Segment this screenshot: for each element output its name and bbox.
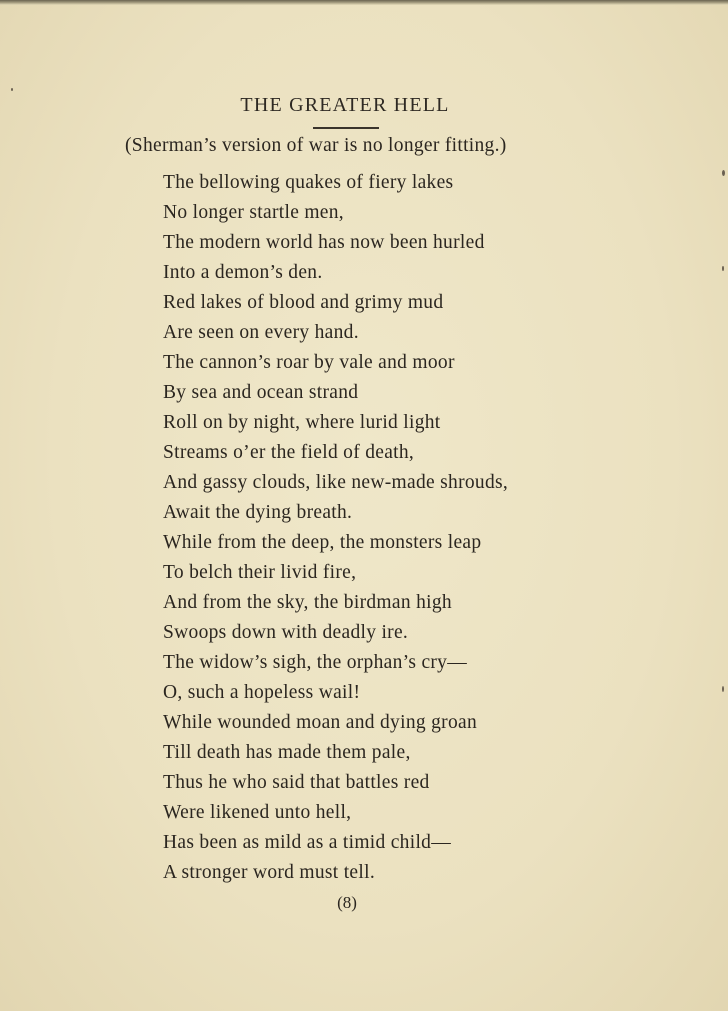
verse-line: Red lakes of blood and grimy mud xyxy=(163,292,444,313)
paper-speck xyxy=(722,266,724,271)
verse-line: No longer startle men, xyxy=(163,202,344,223)
verse-line: The bellowing quakes of fiery lakes xyxy=(163,172,454,193)
verse-line: Thus he who said that battles red xyxy=(163,772,430,793)
verse-line: While from the deep, the monsters leap xyxy=(163,532,482,553)
verse-line: While wounded moan and dying groan xyxy=(163,712,478,733)
verse-line: Await the dying breath. xyxy=(163,502,353,523)
verse-line: By sea and ocean strand xyxy=(163,382,359,403)
page-number: (8) xyxy=(337,893,357,912)
paper-speck xyxy=(722,170,725,176)
verse-line: Swoops down with deadly ire. xyxy=(163,622,409,643)
verse-line: Were likened unto hell, xyxy=(163,802,352,823)
poem-subtitle: (Sherman’s version of war is no longer fitting.) xyxy=(125,135,507,156)
poem-verse xyxy=(163,168,508,888)
verse-line: The modern world has now been hurled xyxy=(163,232,485,253)
page-top-edge xyxy=(0,0,728,5)
verse-line: Till death has made them pale, xyxy=(163,742,411,763)
verse-line: O, such a hopeless wail! xyxy=(163,682,361,703)
verse-line: Streams o’er the field of death, xyxy=(163,442,415,463)
poem-title: THE GREATER HELL xyxy=(240,94,450,116)
verse-line: Are seen on every hand. xyxy=(163,322,359,343)
verse-line: And from the sky, the birdman high xyxy=(163,592,452,613)
verse-line: A stronger word must tell. xyxy=(163,862,375,883)
verse-line: And gassy clouds, like new-made shrouds, xyxy=(163,472,509,493)
verse-line: The cannon’s roar by vale and moor xyxy=(163,352,455,373)
paper-speck xyxy=(11,88,13,91)
verse-line: Roll on by night, where lurid light xyxy=(163,412,441,433)
verse-line: Into a demon’s den. xyxy=(163,262,323,283)
verse-line: To belch their livid fire, xyxy=(163,562,357,583)
paper-speck xyxy=(722,686,724,692)
title-rule xyxy=(313,127,379,129)
verse-line: The widow’s sigh, the orphan’s cry— xyxy=(163,652,468,673)
verse-line: Has been as mild as a timid child— xyxy=(163,832,452,853)
